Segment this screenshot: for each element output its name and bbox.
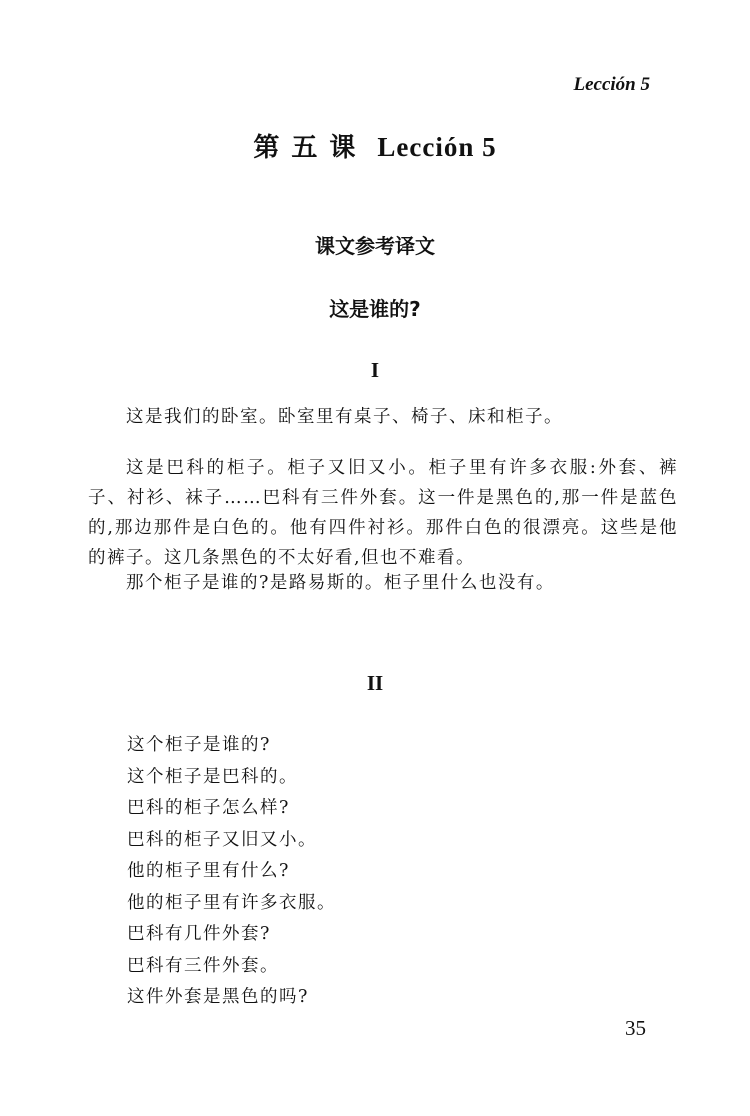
dialogue-line: 他的柜子里有什么? (127, 861, 290, 881)
dialogue-line: 巴科的柜子又旧又小。 (127, 829, 317, 850)
dialogue-line: 这件外套是黑色的吗? (127, 987, 309, 1007)
paragraph: 这是巴科的柜子。柜子又旧又小。柜子里有许多衣服:外套、裤子、衬衫、袜子……巴科有三件外套。这一件是黑色的,那一件是蓝色的,那边那件是白色的。他有四件衬衫。那件白色的很漂亮。这些是他的裤子。这几条黑色的不太好看,但也不难看。 (88, 458, 678, 568)
running-header: Lección 5 (573, 74, 650, 95)
lesson-title (0, 127, 750, 164)
lesson-title-chinese: 第五课 (253, 133, 368, 163)
lesson-title-spanish: Lección 5 (377, 132, 497, 162)
part-one-label: I (370, 358, 380, 382)
dialogue-line: 巴科有几件外套? (127, 924, 271, 944)
page-number: 35 (625, 1016, 646, 1040)
dialogue-line: 这个柜子是谁的? (127, 735, 271, 755)
dialogue-line: 他的柜子里有许多衣服。 (127, 892, 336, 913)
text-title: 这是谁的? (329, 297, 421, 321)
part-two-label: II (366, 671, 384, 695)
paragraph: 这是我们的卧室。卧室里有桌子、椅子、床和柜子。 (126, 407, 563, 427)
section-heading: 课文参考译文 (315, 234, 435, 258)
dialogue-list (127, 730, 336, 1014)
dialogue-line: 巴科有三件外套。 (127, 955, 279, 976)
dialogue-line: 这个柜子是巴科的。 (127, 766, 298, 787)
dialogue-line: 巴科的柜子怎么样? (127, 798, 290, 818)
paragraph: 那个柜子是谁的?是路易斯的。柜子里什么也没有。 (126, 573, 555, 593)
